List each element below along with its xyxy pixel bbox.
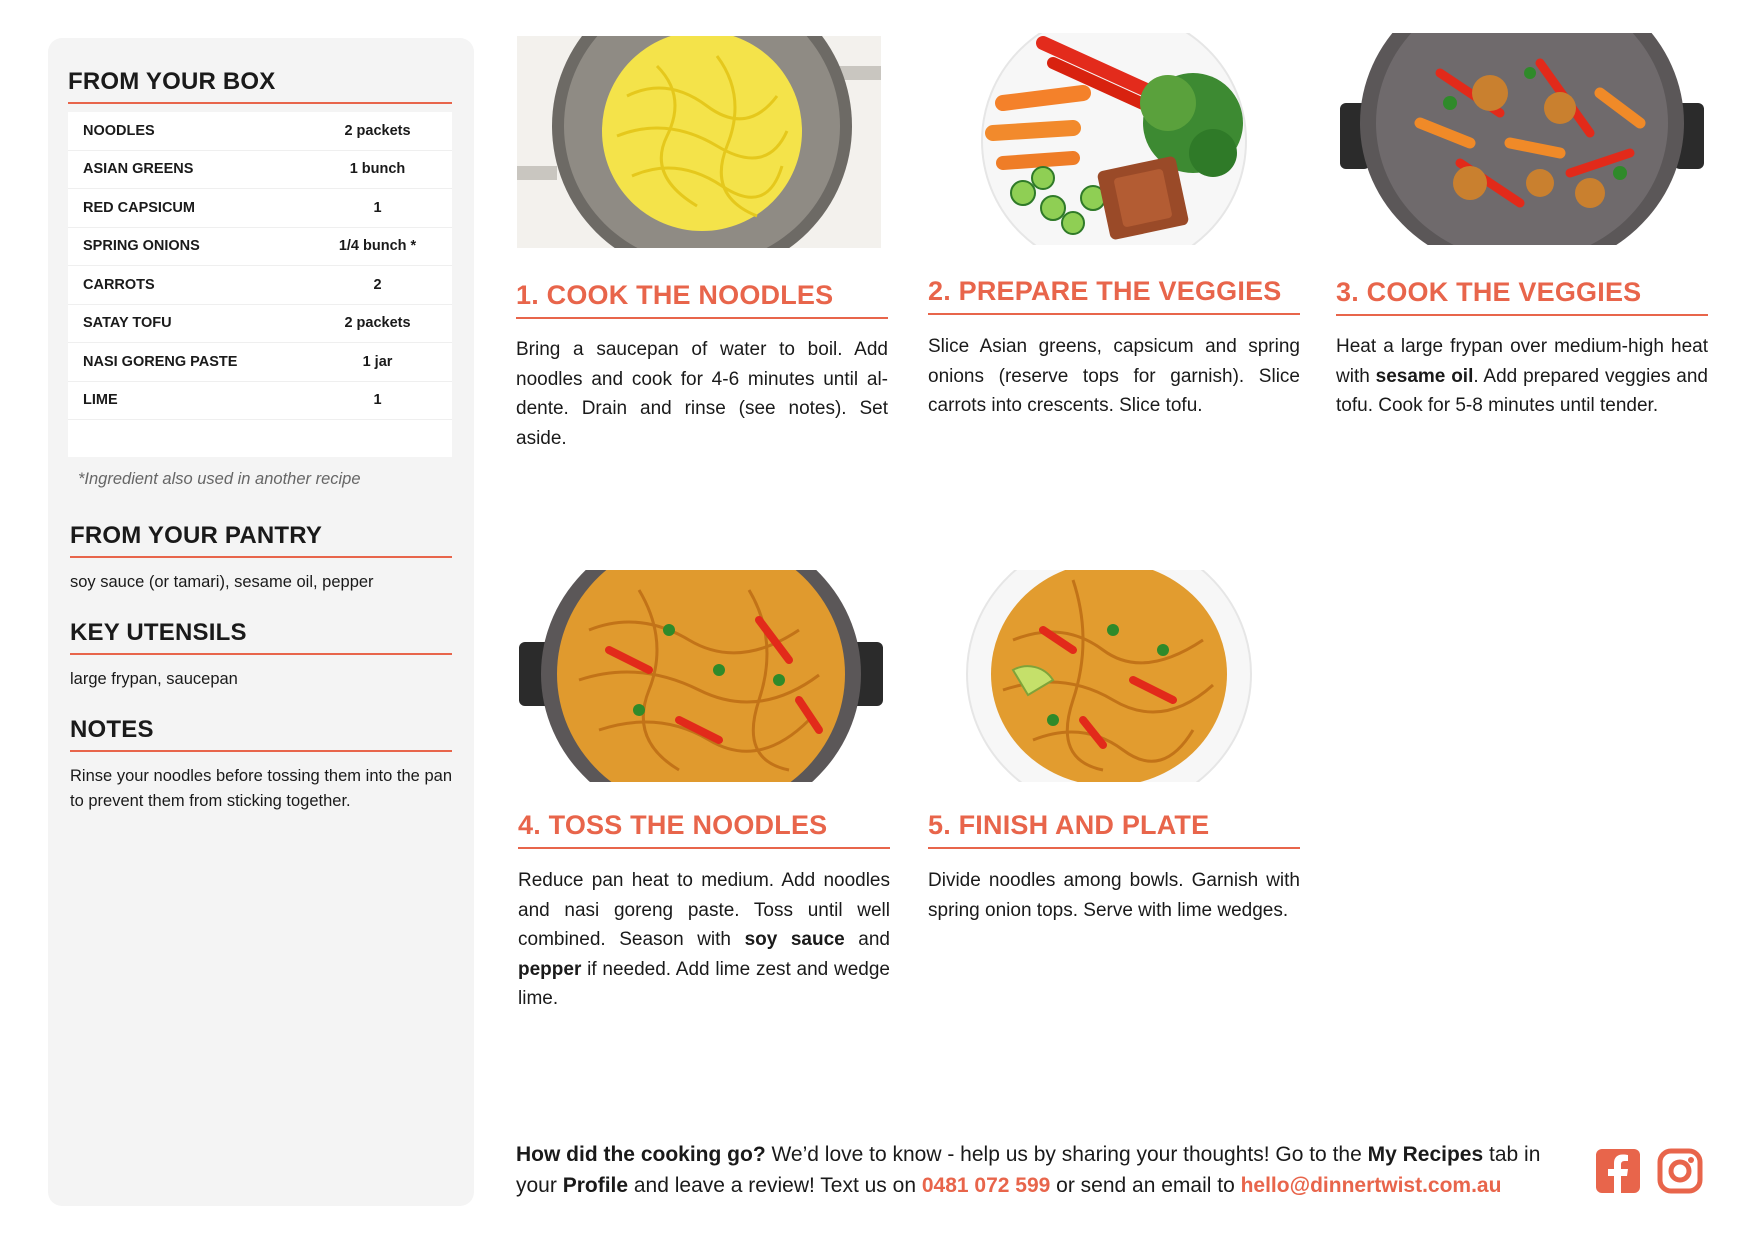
text-segment: and	[844, 929, 890, 950]
feedback-footer	[516, 1139, 1576, 1201]
table-row-empty	[68, 420, 452, 458]
contact-link[interactable]: hello@dinnertwist.com.au	[1240, 1174, 1502, 1197]
table-row	[68, 266, 452, 305]
facebook-icon[interactable]	[1595, 1148, 1641, 1194]
text-segment: Heat a large frypan over medium-high heat with	[1336, 336, 1708, 387]
step-3-body	[1336, 332, 1708, 421]
table-row	[68, 304, 452, 343]
ingredient-qty: 1/4 bunch *	[303, 227, 452, 266]
contact-link[interactable]: 0481 072 599	[921, 1174, 1051, 1197]
photo-noodles-in-strainer	[517, 36, 881, 248]
ingredient-qty: 2	[303, 266, 452, 305]
text-segment: tab in your	[516, 1143, 1541, 1197]
ingredient-name: NOODLES	[68, 112, 303, 150]
table-row	[68, 343, 452, 382]
step-3-title: 3. COOK THE VEGGIES	[1336, 277, 1708, 316]
photo-prepared-veggies	[933, 33, 1293, 245]
utensils-text: large frypan, saucepan	[70, 670, 238, 688]
ingredient-name: NASI GORENG PASTE	[68, 343, 303, 382]
emphasis-text: Profile	[562, 1174, 629, 1197]
emphasis-text: pepper	[518, 958, 582, 980]
table-row	[68, 227, 452, 266]
ingredient-qty: 2 packets	[303, 304, 452, 343]
emphasis-text: soy sauce	[744, 929, 845, 950]
photo-cooking-veggies	[1340, 33, 1704, 245]
step-4-title: 4. TOSS THE NOODLES	[518, 810, 890, 849]
text-segment: We’d love to know - help us by sharing your thoughts! Go to the	[765, 1143, 1368, 1166]
ingredient-name: RED CAPSICUM	[68, 189, 303, 228]
step-1-body	[516, 335, 888, 453]
step-1-title: 1. COOK THE NOODLES	[516, 280, 888, 319]
text-segment: . Add prepared veggies and tofu. Cook for 5-8 minutes until tender.	[1336, 365, 1708, 416]
pantry-title: FROM YOUR PANTRY	[70, 522, 452, 558]
text-segment: if needed. Add lime zest and wedge lime.	[518, 958, 890, 1009]
step-4-body	[518, 866, 890, 1014]
ingredients-table	[68, 112, 452, 457]
table-row	[68, 189, 452, 228]
text-segment: Slice Asian greens, capsicum and spring onions (reserve tops for garnish). Slice carrots into crescents. Slice tofu.	[928, 336, 1300, 416]
text-segment: Reduce pan heat to medium. Add noodles and nasi goreng paste. Toss until well combined. Season with	[518, 870, 890, 950]
text-segment: Divide noodles among bowls. Garnish with spring onion tops. Serve with lime wedges.	[928, 870, 1300, 921]
notes-text: Rinse your noodles before tossing them into the pan to prevent them from sticking together.	[70, 767, 452, 810]
text-segment: or send an email to	[1050, 1174, 1241, 1197]
ingredient-name: ASIAN GREENS	[68, 150, 303, 189]
ingredient-qty: 2 packets	[303, 112, 452, 150]
emphasis-text: My Recipes	[1367, 1143, 1484, 1166]
ingredient-qty: 1 bunch	[303, 150, 452, 189]
text-segment: and leave a review! Text us on	[628, 1174, 922, 1197]
text-segment: Bring a saucepan of water to boil. Add noodles and cook for 4-6 minutes until al-dente. Drain and rinse (see notes). Set aside.	[516, 339, 888, 449]
ingredient-name: LIME	[68, 381, 303, 420]
step-5-body	[928, 866, 1300, 925]
instagram-icon[interactable]	[1657, 1148, 1703, 1194]
ingredient-qty: 1 jar	[303, 343, 452, 382]
photo-tossing-noodles	[519, 570, 883, 782]
ingredient-name: CARROTS	[68, 266, 303, 305]
utensils-title: KEY UTENSILS	[70, 619, 452, 655]
photo-plated-noodles	[933, 570, 1293, 782]
ingredient-qty: 1	[303, 381, 452, 420]
emphasis-text: How did the cooking go?	[516, 1143, 766, 1166]
table-row	[68, 381, 452, 420]
ingredient-qty: 1	[303, 189, 452, 228]
emphasis-text: sesame oil	[1375, 365, 1474, 387]
ingredient-footnote: *Ingredient also used in another recipe	[78, 470, 361, 488]
step-2-title: 2. PREPARE THE VEGGIES	[928, 276, 1300, 315]
pantry-text: soy sauce (or tamari), sesame oil, pepper	[70, 573, 374, 591]
table-row	[68, 112, 452, 150]
step-5-title: 5. FINISH AND PLATE	[928, 810, 1300, 849]
from-your-box-title: FROM YOUR BOX	[68, 68, 452, 104]
table-row	[68, 150, 452, 189]
step-2-body	[928, 332, 1300, 421]
ingredient-name: SATAY TOFU	[68, 304, 303, 343]
ingredient-name: SPRING ONIONS	[68, 227, 303, 266]
ingredients-panel	[48, 38, 474, 1206]
notes-title: NOTES	[70, 716, 452, 752]
